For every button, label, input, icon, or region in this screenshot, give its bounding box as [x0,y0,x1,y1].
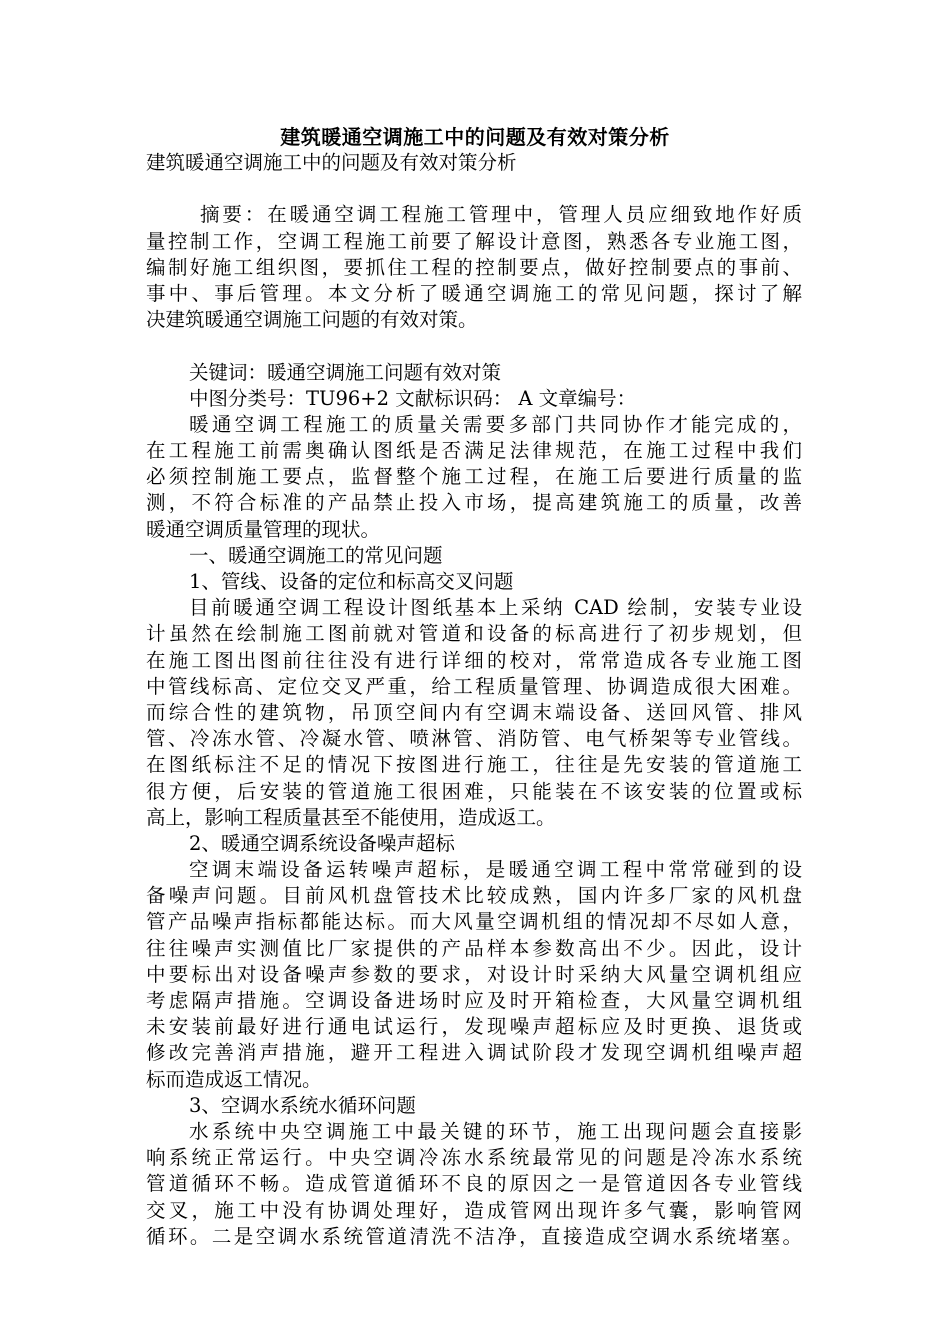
text-line: 摘要：在暖通空调工程施工管理中，管理人员应细致地作好质 [200,203,802,227]
text-line: 水系统中央空调施工中最关键的环节，施工出现问题会直接影 [189,1119,802,1143]
text-line: 交叉，施工中没有协调处理好，造成管网出现许多气囊，影响管网 [146,1198,802,1222]
text-line: 在图纸标注不足的情况下按图进行施工，往往是先安装的管道施工 [146,753,802,777]
text-line: 2、暖通空调系统设备噪声超标 [189,831,455,855]
text-line: 目前暖通空调工程设计图纸基本上采纳 CAD 绘制，安装专业设 [189,596,802,620]
blank-line [146,333,802,359]
text-line: 测，不符合标准的产品禁止投入市场，提高建筑施工的质量，改善 [146,491,802,515]
text-line: 高上，影响工程质量甚至不能使用，造成返工。 [146,805,556,829]
text-line: 而综合性的建筑物，吊顶空间内有空调末端设备、送回风管、排风 [146,700,802,724]
text-line: 决建筑暖通空调施工问题的有效对策。 [146,308,478,332]
text-line: 必须控制施工要点，监督整个施工过程，在施工后要进行质量的监 [146,465,802,489]
text-line: 关键词：暖通空调施工问题有效对策 [189,360,502,384]
text-line: 管、冷冻水管、冷凝水管、喷淋管、消防管、电气桥架等专业管线。 [146,727,802,751]
text-line: 1、管线、设备的定位和标高交叉问题 [189,570,514,593]
text-line: 响系统正常运行。中央空调冷冻水系统最常见的问题是冷冻水系统 [146,1146,802,1170]
document-title: 建筑暖通空调施工中的问题及有效对策分析 [280,125,670,149]
text-line: 很方便，后安装的管道施工很困难，只能装在不该安装的位置或标 [146,779,802,803]
text-line: 量控制工作，空调工程施工前要了解设计意图，熟悉各专业施工图， [146,229,802,253]
blank-line [146,176,802,202]
text-line: 修改完善消声措施，避开工程进入调试阶段才发现空调机组噪声超 [146,1041,802,1065]
text-line: 建筑暖通空调施工中的问题及有效对策分析 [146,151,517,174]
text-line: 事中、事后管理。本文分析了暖通空调施工的常见问题，探讨了解 [146,281,802,305]
text-line: 一、暖通空调施工的常见问题 [189,543,443,567]
text-line: 在工程施工前需奥确认图纸是否满足法律规范，在施工过程中我们 [146,439,802,463]
text-line: 中图分类号：TU96+2 文献标识码： A 文章编号： [189,386,637,410]
text-line: 中管线标高、定位交叉严重，给工程质量管理、协调造成很大困难。 [146,674,802,698]
text-line: 空调末端设备运转噪声超标，是暖通空调工程中常常碰到的设 [189,858,802,882]
text-line: 管产品噪声指标都能达标。而大风量空调机组的情况却不尽如人意， [146,910,802,934]
text-line: 在施工图出图前往往没有进行详细的校对，常常造成各专业施工图 [146,648,802,672]
text-line: 考虑隔声措施。空调设备进场时应及时开箱检查，大风量空调机组 [146,989,802,1012]
text-line: 中要标出对设备噪声参数的要求，对设计时采纳大风量空调机组应 [146,962,802,986]
text-line: 管道循环不畅。造成管道循环不良的原因之一是管道因各专业管线 [146,1172,802,1196]
document-body [146,150,802,1250]
text-line: 未安装前最好进行通电试运行，发现噪声超标应及时更换、退货或 [146,1015,802,1039]
text-line: 编制好施工组织图，要抓住工程的控制要点，做好控制要点的事前、 [146,255,802,279]
text-line: 暖通空调工程施工的质量关需要多部门共同协作才能完成的， [189,412,802,436]
text-line: 标而造成返工情况。 [146,1067,322,1091]
text-line: 3、空调水系统水循环问题 [189,1093,416,1117]
text-line: 暖通空调质量管理的现状。 [146,517,381,541]
text-line: 往往噪声实测值比厂家提供的产品样本参数高出不少。因此，设计 [146,936,802,960]
text-line: 备噪声问题。目前风机盘管技术比较成熟，国内许多厂家的风机盘 [146,884,802,908]
text-line: 计虽然在绘制施工图前就对管道和设备的标高进行了初步规划，但 [146,622,802,646]
text-line: 循环。二是空调水系统管道清洗不洁净，直接造成空调水系统堵塞。 [146,1224,802,1248]
